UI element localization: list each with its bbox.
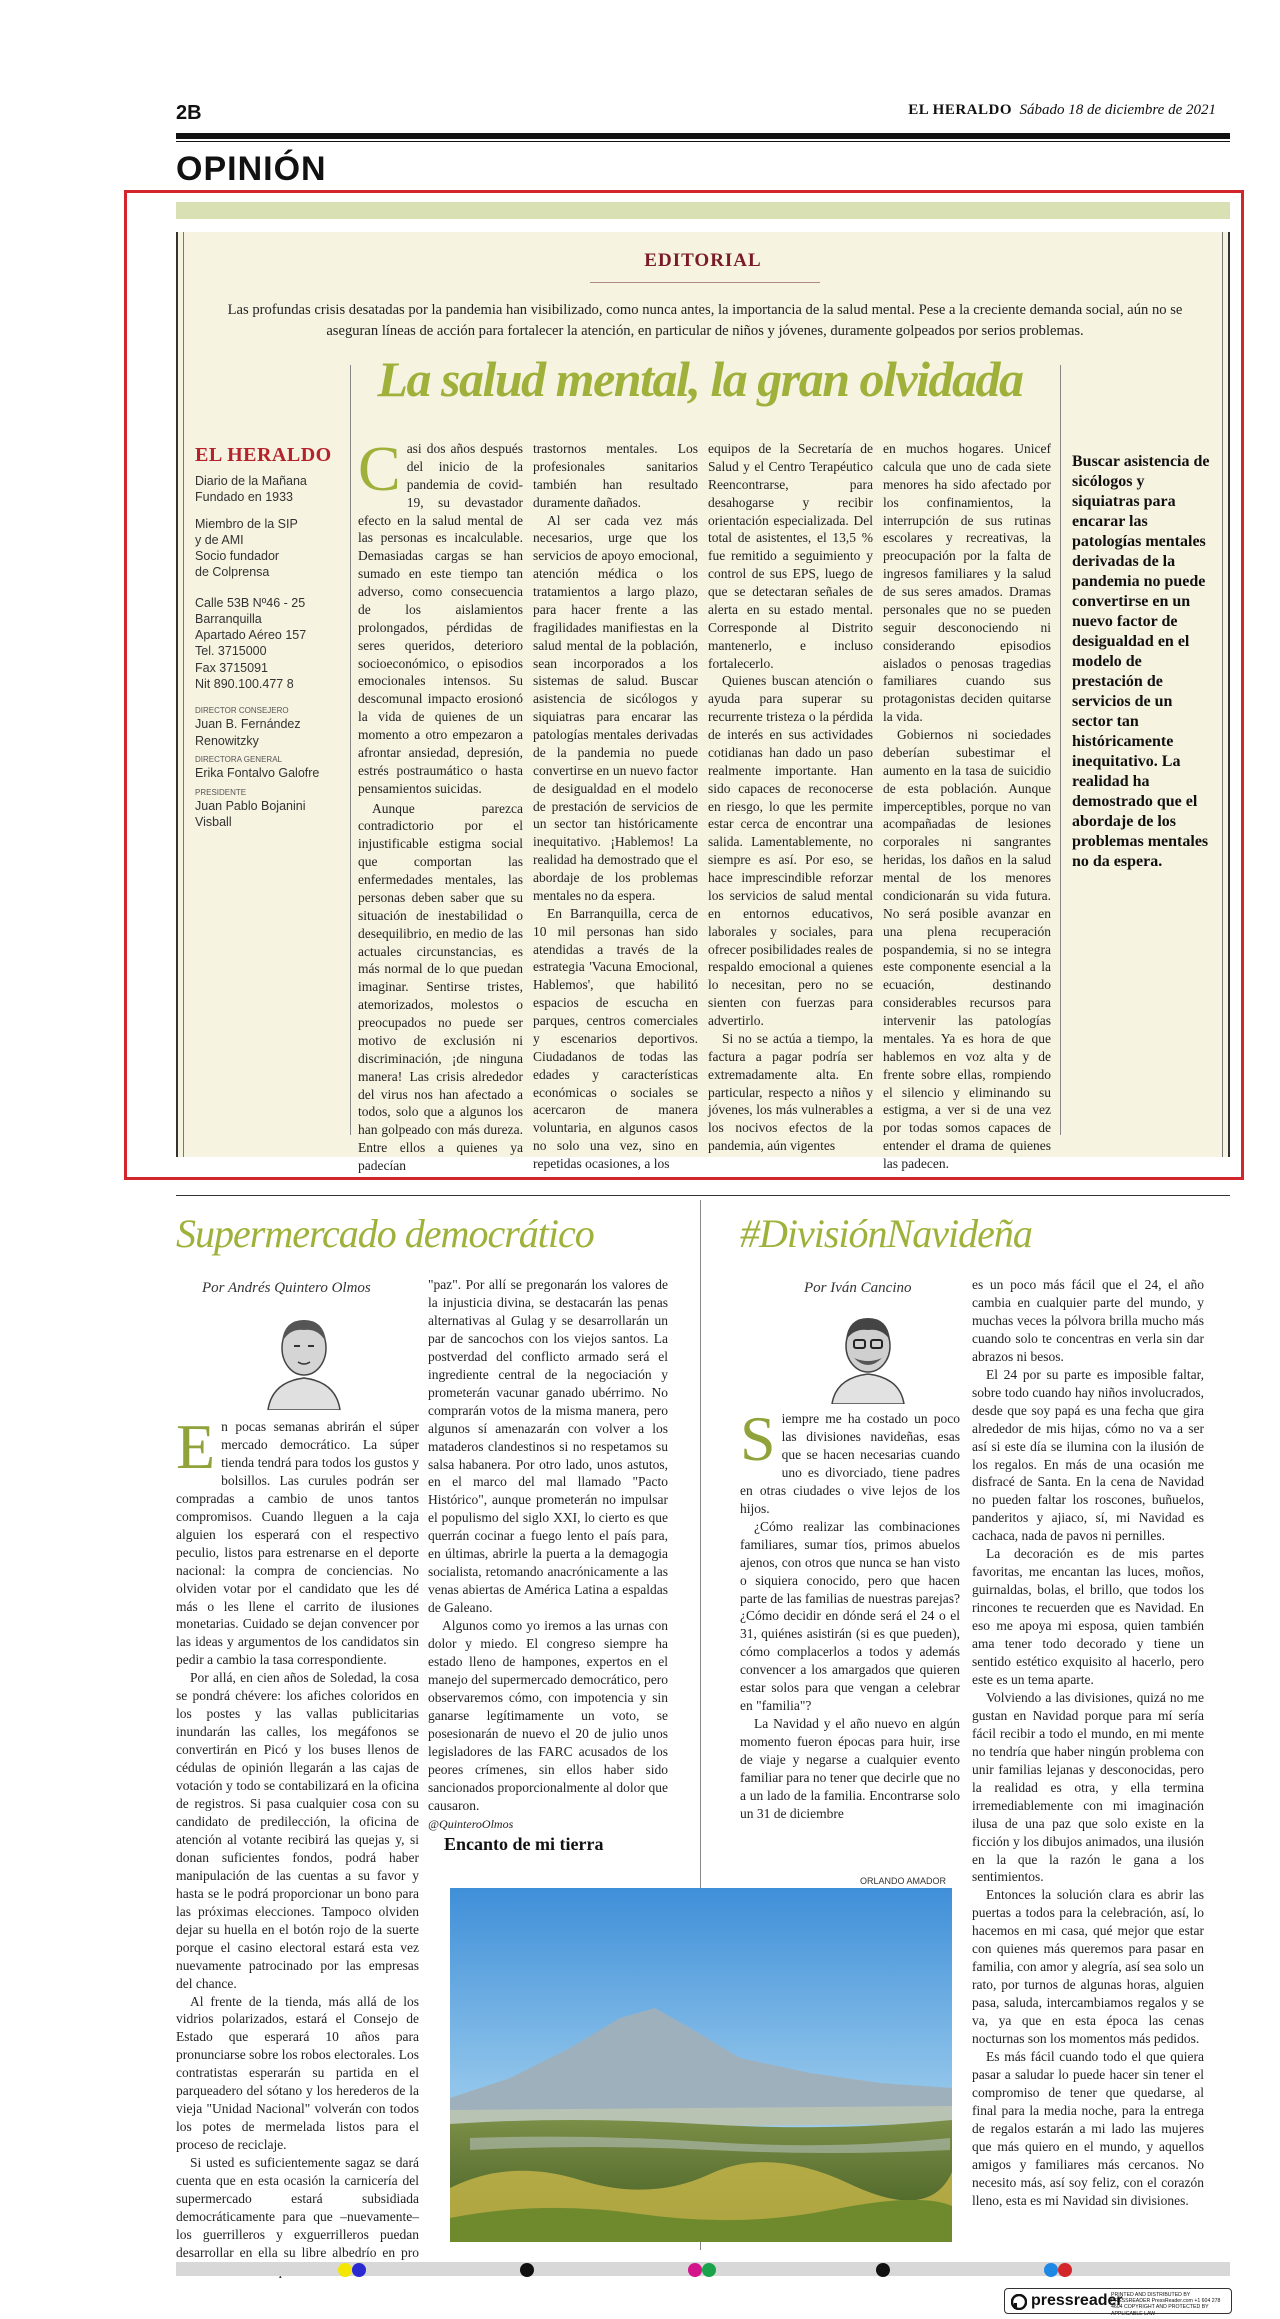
photo-section-title: Encanto de mi tierra [444,1834,604,1854]
section-divider [176,1195,1230,1196]
editorial-label: EDITORIAL [644,250,762,271]
article-paragraph: Volviendo a las divisiones, quizá no me gustan en Navidad porque para mí sería fácil recibir a todo el mundo, en mi mente no tendría que haber ningún problema con unir familias lejanas y desconocidas, pero la realidad es otra, y ella termina irremediablemente con mi imaginación ilusa de una paz que solo existe en la ficción y los dibujos animados, una ilusión en la que la razón le gana a los sentimientos. [972,1689,1204,1885]
staff-role: PRESIDENTE [195,787,247,797]
section-title: OPINIÓN [176,150,327,188]
author-handle: @QuinteroOlmos [428,1816,514,1831]
issue-date: Sábado 18 de diciembre de 2021 [1019,102,1216,118]
article-paragraph: n pocas semanas abrirán el súper mercado democrático. La súper tienda tendrá para todos los gustos y bolsillos. Las curules podrán ser compradas a cambio de unos tantos compromisos. Cuando lleguen a la caja alguien los esperará con el respectivo peculio, listos para estrenarse en el deporte nacional: la compra de conciencias. No olviden votar por el candidato que les dé más o les llene el carrito de ilusiones monetarias. Cuidado se dejan convencer por las ideas y argumentos de los candidatos sin pedir a cambio la tasa correspondiente. [176,1419,419,1668]
editorial-paragraph: asi dos años después del inicio de la pandemia de covid-19, su devastador efecto en la salud mental de las personas es incalculable. Demasiadas cargas se han sumado en este tiempo tan adverso, como consecuencia de los aislamientos prolongados, pérdidas de seres queridos, deterioro socioeconómico, o episodios emocionales intensos. Su descomunal impacto erosionó la vida de quienes de un momento a otro empezaron a afrontar ansiedad, depresión, estrés postraumático o hasta pensamientos suicidas. [358,441,523,796]
masthead-name: EL HERALDO [195,444,332,466]
header-rule-thin [176,141,1230,142]
address-line: Calle 53B Nº46 - 25 [195,595,306,610]
newspaper-name: EL HERALDO [908,102,1012,118]
article-paragraph: La Navidad y el año nuevo en algún momento fueron épocas para huir, irse de viaje y negarse a cualquier evento familiar para no tener que decirle que no a un lado de la familia. Encontrarse solo un 31 de diciembre [740,1716,960,1821]
address-line: Apartado Aéreo 157 [195,628,307,642]
photo-credit: ORLANDO AMADOR [860,1876,947,1886]
pressreader-badge [1004,2288,1232,2317]
masthead-line: Fundado en 1933 [195,490,294,505]
article-paragraph: El 24 por su parte es imposible faltar, sobre todo cuando hay niños involucrados, desde que soy papá es una fecha que gira alrededor de mis hijas, cómo no va a ser así si este día se ilumina con la ilusión de los regalos. En más de una ocasión me disfracé de Santa. En la cena de Navidad no pueden faltar los roscones, buñuelos, panderitos y ajiaco, sí, mi Navidad es cachaca, nada de pavos ni pernilles. [972,1366,1204,1544]
editorial-paragraph: equipos de la Secretaría de Salud y el Centro Terapéutico Reencontrarse, para desahogarse y recibir orientación especializada. Del total de asistentes, el 13,5 % fue remitido a seguimiento y control de sus EPS, luego de que se detectaran señales de alerta en su estado mental. Corresponde al Distrito mantenerlo, e incluso fortalecerlo. [708,441,873,671]
editorial-paragraph: En Barranquilla, cerca de 10 mil personas han sido atendidas a través de la estrategia 'Vacuna Emocional, Hablemos', que habilitó espacios de escucha en parques, centros comerciales y escenarios deportivos. Ciudadanos de todas las edades y características económicas o sociales se acercaron de manera voluntaria, en algunos casos no solo una vez, sino en repetidas ocasiones, a los [533,905,698,1171]
registration-dot [702,2263,716,2277]
article-column-1 [740,1403,960,1823]
registration-dot [338,2263,352,2277]
editorial-paragraph: Quienes buscan atención o ayuda para superar su recurrente tristeza o la pérdida de interés en sus actividades cotidianas han dado un paso realmente importante. Han sido capaces de reconocerse en riesgo, lo que les permite estar cerca de encontrar una salida. Lamentablemente, no siempre es así. Por eso, se hace imprescindible reforzar los servicios de salud mental en entornos educativos, laborales y sociales, para ofrecer posibilidades reales de respaldo emocional a quienes lo necesitan, pero no se sienten con fuerzas para advertirlo. [708,673,873,1028]
address-line: Barranquilla [195,611,262,626]
article-paragraph: Al frente de la tienda, más allá de los vidrios polarizados, estará el Consejo de Estado que esperará 10 años para pronunciarse sobre los robos electorales. Los contratistas esperarán su partida en el parqueadero del sótano y los herederos de la vieja "Unidad Nacional" volverán con todos los potes de mermelada listos para el proceso de reciclaje. [176,1993,419,2153]
registration-dot [876,2263,890,2277]
article-column-1 [176,1411,419,2280]
article-paragraph: Si usted es suficientemente sagaz se dará cuenta que en esta ocasión la carnicería del supermercado estará subsidiada democráticamente para que –nuevamente– los guerrilleros y exguerrilleros puedan desarrollar en ella su libre albedrío en pro [176,2155,419,2260]
pressreader-icon [1011,2294,1027,2310]
article-byline: Por Andrés Quintero Olmos [202,1280,371,1296]
staff-name: Juan Pablo Bojanini Visball [195,798,306,830]
address-line: Tel. 3715000 [195,644,267,659]
author-portrait [258,1308,350,1410]
registration-dot [688,2263,702,2277]
drop-cap: C [358,433,401,504]
registration-dot [1044,2263,1058,2277]
landscape-photo [450,1888,952,2242]
staff-role: DIRECTORA GENERAL [195,754,282,764]
registration-dot [352,2263,366,2277]
drop-cap: E [176,1411,216,1482]
article-paragraph: Algunos como yo iremos a las urnas con dolor y miedo. El congreso siempre ha estado lleno de hampones, expertos en el manejo del supermercado democrático, pero observaremos cómo, con impotencia y sin ganarse legítimamente un voto, se posesionarán de nuevo el 20 de julio unos legisladores de las FARC acusados de los peores crímenes, sin ellos haber sido sancionados proporcionalmente al dolor que causaron. [428,1618,668,1813]
masthead-line: de Colprensa [195,565,270,580]
article-paragraph: "paz". Por allí se pregonarán los valores de la injusticia divina, se destacarán las penas alternativas al Gulag y se desarrollarán un par de sancochos con los viejos santos. La postverdad del conflicto armado será el ingrediente central de la negociación y prometerán vacunar ganado ubérrimo. No comprarán votos de la misma manera, pero algunos sí amenazarán con volver a los mataderos clandestinos si no respetamos su salsa habanera. Por otro lado, unos astutos, en el marco del mal llamado "Pacto Histórico", aunque prometerán no impulsar el populismo del siglo XXI, lo cierto es que querrán cocinar a fuego lento el país para, en últimas, abrirle la puerta a la demagogia socialista, retomando anacrónicamente a las venas abiertas de América Latina a espaldas de Galeano. [428,1277,668,1616]
print-color-bar [176,2262,1230,2276]
selection-highlight-box [124,190,1244,1180]
editorial-summary: Las profundas crisis desatadas por la pandemia han visibilizado, como nunca antes, la importancia de la salud mental. Pese a la creciente demanda social, aún no se aseguran líneas de acción para fortalecer la atención, en particular de niños y jóvenes, duramente golpeados por serios problemas. [227,302,1183,340]
address-line: Nit 890.100.477 8 [195,676,294,691]
header-rule [176,133,1230,139]
page-number: 2B [176,102,202,124]
editorial-title: La salud mental, la gran olvidada [377,351,1023,407]
pressreader-name: pressreader [1031,2292,1123,2309]
editorial-paragraph: Si no se actúa a tiempo, la factura a pagar podría ser extremadamente alta. En particular, respecto a niños y jóvenes, los más vulnerables a los nocivos efectos de la pandemia, aún vigentes [708,1030,873,1154]
staff-name: Erika Fontalvo Galofre [195,766,320,781]
article-paragraph: Entonces la solución clara es abrir las puertas a todos para la celebración, así, lo hacemos en mi casa, qué mejor que estar con quienes más queremos para pasar en familia, con amor y alegría, así sea solo un rato, por turnos de algunas horas, alguien pasa, saluda, intercambiamos regalos y se va, ya que en esta época las cenas nocturnas son los momentos más pedidos. [972,1887,1204,2047]
editorial-paragraph: en muchos hogares. Unicef calcula que uno de cada siete menores ha sido afectado por los confinamientos, la interrupción de sus rutinas escolares y recreativas, la preocupación por la falta de ingresos familiares y la salud de sus seres amados. Dramas personales que no se pueden seguir desconociendo ni considerando episodios aislados o penosas tragedias familiares cuando sus protagonistas deciden quitarse la vida. [883,441,1051,725]
article-paragraph: iempre me ha costado un poco las divisiones navideñas, esas que se hacen necesarias cuando uno es divorciado, tiene padres en otras ciudades o vive lejos de los hijos. [740,1411,960,1516]
article-column-2 [428,1276,668,1833]
staff-name: Juan B. Fernández Renowitzky [195,717,301,748]
registration-dot [520,2263,534,2277]
masthead-line: Diario de la Mañana [195,474,307,488]
drop-cap: S [740,1403,776,1474]
article-title: Supermercado democrático [176,1211,594,1256]
masthead-line: y de AMI [195,532,244,547]
pressreader-notice: PRINTED AND DISTRIBUTED BY PRESSREADER PressReader.com +1 604 278 4604 COPYRIGHT AND PROTECTED BY APPLICABLE LAW [1111,2292,1221,2317]
running-head [908,102,1216,119]
staff-role: DIRECTOR CONSEJERO [195,706,289,715]
article-paragraph: es un poco más fácil que el 24, el año cambia en cualquier parte del mundo, y muchas veces la pólvora brilla mucho más cuando solo te concentras en verla sin dar abrazos ni besos. [972,1277,1204,1364]
pull-quote: Buscar asistencia de sicólogos y siquiatras para encarar las patologías mentales derivadas de la pandemia no puede convertirse en un nuevo factor de desigualdad en el modelo de prestación de servicios de un sector tan históricamente inequitativo. La realidad ha demostrado que el abordaje de los problemas mentales no da espera. [1072,453,1210,870]
editorial-paragraph: trastornos mentales. Los profesionales sanitarios también han resultado duramente dañados. [533,441,698,510]
editorial-paragraph: Gobiernos ni sociedades deberían subestimar el aumento en la tasa de suicidio de esta población. Aunque imperceptibles, porque no van acompañadas de lesiones corporales ni sangrantes heridas, los daños en la salud mental de los menores condicionarán su vida futura. No será posible avanzar en una plena recuperación pospandemia, si no se integra este componente esencial a la ecuación, destinando considerables recursos para intervenir las patologías mentales. Ya es hora de que hablemos en voz alta y de frente sobre ellas, rompiendo el silencio y eliminando su estigma, a ver si de una vez por todas somos capaces de entender el drama de quienes las padecen. [883,727,1051,1171]
article-byline: Por Iván Cancino [804,1280,912,1296]
article-paragraph: La decoración es de mis partes favoritas, me encantan las luces, moños, guirnaldas, bolas, el brillo, que todos los rincones te recuerden que es Navidad. En eso me apoya mi esposa, quien también ama tener todo decorado y tiene un sentido estético exquisito al hacerlo, pero este es un tema aparte. [972,1546,1204,1687]
article-column-2 [972,1276,1204,2210]
editorial-paragraph: Al ser cada vez más necesarios, urge que los servicios de apoyo emocional, atención médica o los tratamientos a largo plazo, para hacer frente a las fragilidades manifiestas en la salud mental de la población, sean incorporados a los sistemas de salud. Buscar asistencia de sicólogos y siquiatras para encarar las patologías mentales derivadas de la pandemia no puede convertirse en un nuevo factor de desigualdad en el modelo de prestación de servicios de un sector tan históricamente inequitativo. ¡Hablemos! La realidad ha demostrado que el abordaje de los problemas mentales no da espera. [533,512,698,903]
article-paragraph: ¿Cómo realizar las combinaciones familiares, sumar tíos, primos abuelos ajenos, con otros que nunca se han visto o siquiera conocido, pero que hacen parte de las familias de nuestras parejas? ¿Cómo decidir en dónde será el 24 o el 31, quiénes asistirán (si es que pueden), cómo complacerlos a todos y además convencer a los amargados que quieren estar solos para que vengan a celebrar en "familia"? [740,1518,960,1714]
address-line: Fax 3715091 [195,660,268,675]
registration-dot [1058,2263,1072,2277]
masthead-line: Miembro de la SIP [195,516,298,531]
masthead-line: Socio fundador [195,549,280,563]
article-title: #DivisiónNavideña [740,1211,1032,1256]
article-paragraph: Por allá, en cien años de Soledad, la cosa se pondrá chévere: los afiches coloridos en los postes y las vallas publicitarias inundarán las calles, los megáfonos se convertirán en Picó y los buses llenos de cédulas de opinión llegarán a las cajas de votación y todo se contabilizará en la oficina de registros. Si pasa cualquier cosa con su candidato de predilección, la oficina de atención al votante recibirá las quejas y, si donan suficientes fondos, podrá haber manipulación de las cuentas a su favor y hasta se le podrá proporcionar un bono para las próximas elecciones. Tampoco olviden dejar su huella en el botón rojo de la suerte porque el casino electoral estará esta vez nuevamente patrocinado por las empresas del chance. [176,1670,419,1991]
article-paragraph: Es más fácil cuando todo el que quiera pasar a saludar lo puede hacer sin tener el compromiso de tener que quedarse, al final para la media noche, para la entrega de regalos estarán a mi lado las mujeres que más quiero en el mundo, y aquellos amigos y familiares más cercanos. No necesito más, así soy feliz, con el corazón lleno, esta es mi Navidad sin divisiones. [972,2048,1204,2208]
editorial-paragraph: Aunque parezca contradictorio por el injustificable estigma social que comportan las enfermedades mentales, las personas deben saber que su situación de inestabilidad o desequilibrio, en medio de las actuales circunstancias, es más normal de lo que puedan imaginar. Sentirse tristes, atemorizados, molestos o preocupados no puede ser motivo de exclusión ni discriminación, ¡de ninguna manera! Las crisis alrededor del virus nos han afectado a todos, solo que a algunos los han golpeado con más dureza. Entre ellos a quienes ya padecían [358,800,523,1173]
author-portrait [824,1304,912,1404]
